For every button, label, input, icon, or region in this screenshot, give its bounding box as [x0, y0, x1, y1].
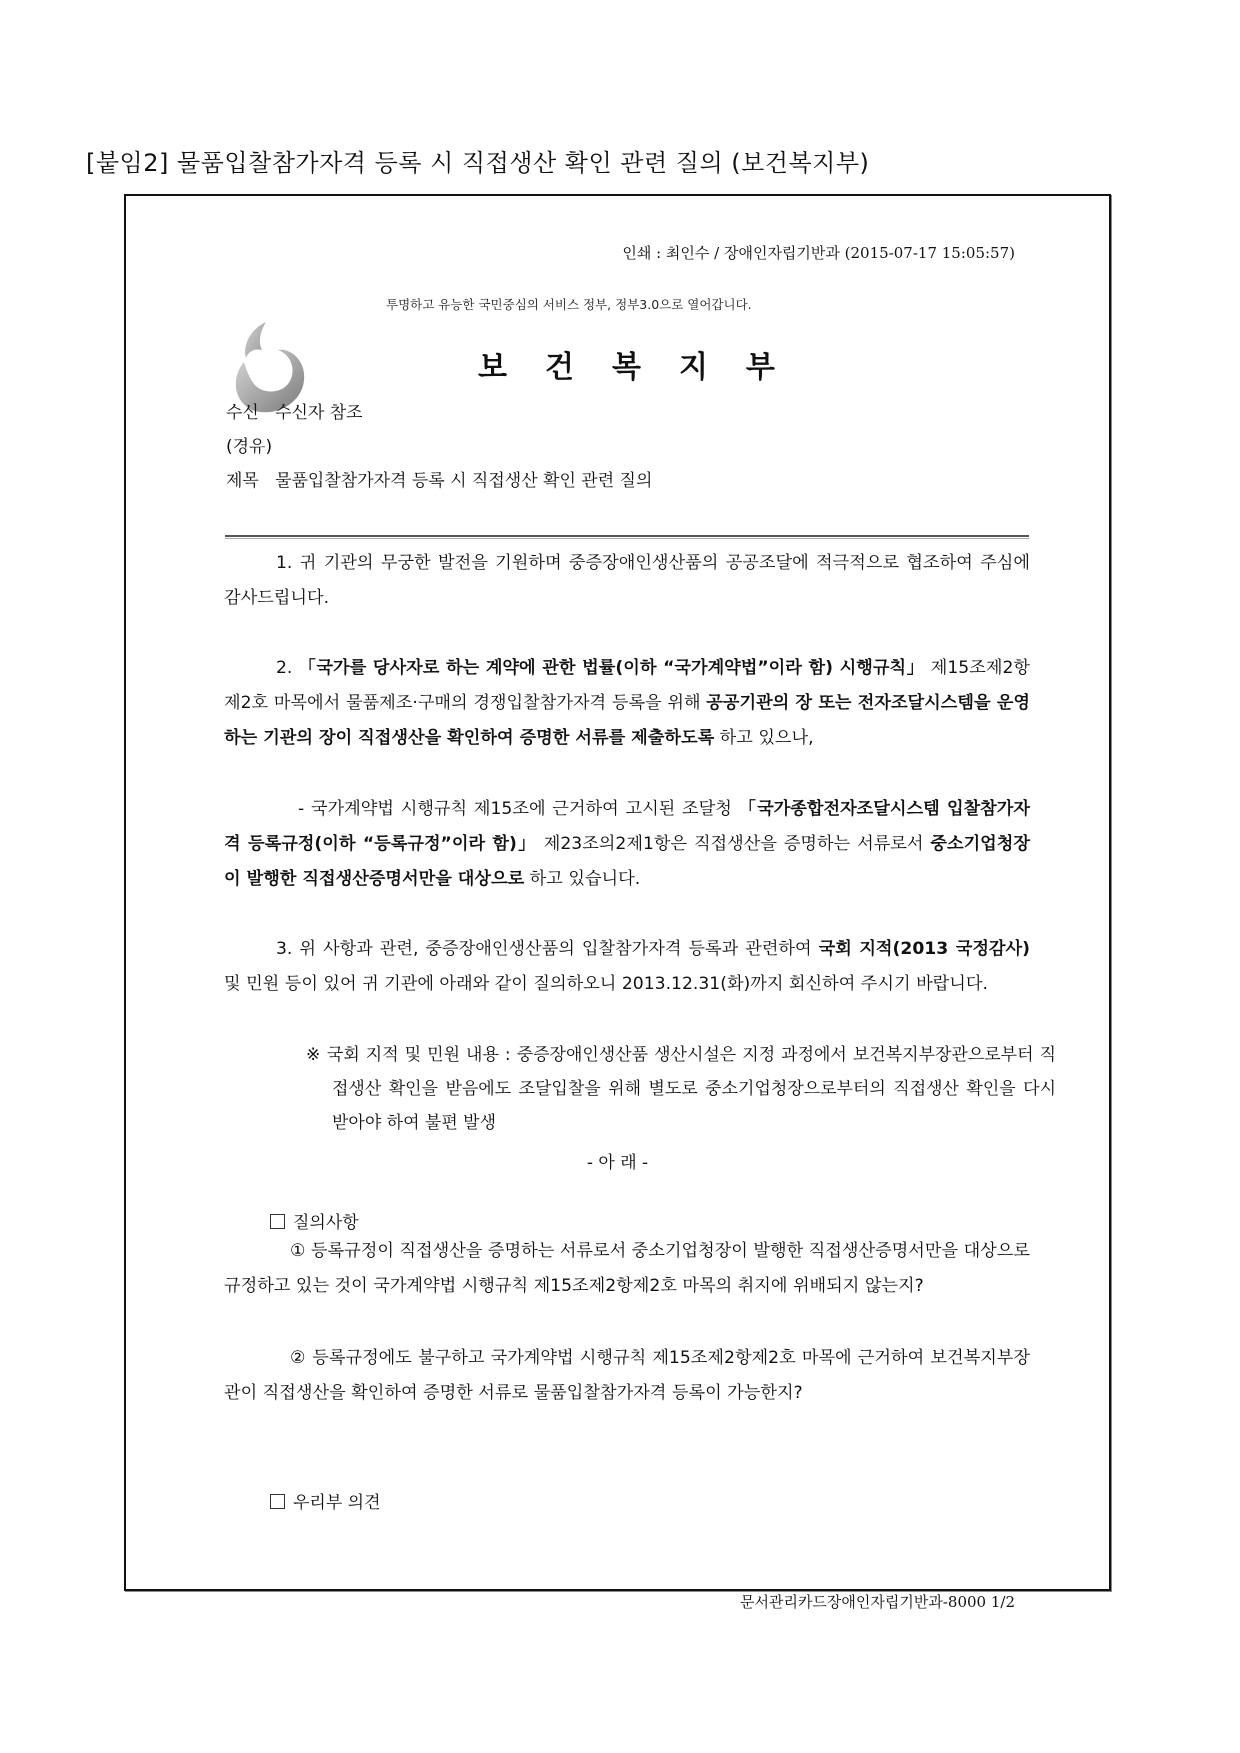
- attachment-title: [붙임2] 물품입찰참가자격 등록 시 직접생산 확인 관련 질의 (보건복지부): [86, 149, 870, 177]
- opinion-heading-text: 우리부 의견: [293, 1493, 381, 1513]
- document-footer: 문서관리카드장애인자립기반과-8000 1/2: [739, 1593, 1015, 1611]
- opinion-heading: [270, 1488, 381, 1513]
- header-divider: [225, 535, 1029, 539]
- organization-name: 보건복지부: [478, 350, 813, 385]
- recipient-value: 수신자 참조: [275, 403, 363, 423]
- inquiry-heading-text: 질의사항: [293, 1213, 359, 1233]
- sub-regulation: 「국가종합전자조달시스템 입찰참가자격 등록규정(이하 “등록규정”이라 함)」: [224, 799, 1030, 854]
- subject-value: 물품입찰참가자격 등록 시 직접생산 확인 관련 질의: [275, 471, 653, 491]
- below-heading: - 아 래 -: [586, 1153, 649, 1173]
- paragraph-3: [224, 932, 1030, 1002]
- sub-text-a: - 국가계약법 시행규칙 제15조에 근거하여 고시된 조달청: [298, 799, 739, 819]
- sub-text-c: 제23조의2제1항은 직접생산을 증명하는 서류로서: [536, 834, 931, 854]
- sub-emphasis: 중소기업청장이 발행한 직접생산증명서만을 대상으로: [224, 834, 1030, 889]
- paragraph-2-emphasis: 공공기관의 장 또는 전자조달시스템을 운영하는 기관의 장이 직접생산을 확인하여 증명한 서류를 제출하도록: [224, 693, 1030, 748]
- paragraph-3-end: 및 민원 등이 있어 귀 기관에 아래와 같이 질의하오니 2013.12.31(화)까지 회신하여 주시기 바랍니다.: [224, 974, 988, 994]
- paragraph-2-number: 2.: [276, 658, 299, 678]
- via-line: (경유): [226, 437, 273, 457]
- paragraph-2-sub: [224, 792, 1030, 897]
- checkbox-square-icon: [270, 1494, 285, 1509]
- subject-label: 제목: [226, 471, 259, 491]
- inquiry-heading: [270, 1208, 359, 1233]
- document-frame: [124, 194, 1111, 1611]
- recipient-line: [226, 398, 363, 423]
- checkbox-square-icon: [270, 1214, 285, 1229]
- note-block: ※ 국회 지적 및 민원 내용 : 중증장애인생산품 생산시설은 지정 과정에서 보건복지부장관으로부터 직접생산 확인을 받음에도 조달입찰을 위해 별도로 중소기업청장으로부터의 직접생산 확인을 다시 받아야 하여 불편 발생: [306, 1045, 1056, 1133]
- paragraph-3-emphasis: 국회 지적(2013 국정감사): [818, 939, 1030, 959]
- subject-line: [226, 466, 652, 491]
- recipient-label: 수신: [226, 403, 259, 423]
- inquiry-question-1: ① 등록규정이 직접생산을 증명하는 서류로서 중소기업청장이 발행한 직접생산증명서만을 대상으로 규정하고 있는 것이 국가계약법 시행규칙 제15조제2항제2호 마목의 취지에 위배되지 않는지?: [224, 1241, 1030, 1296]
- paragraph-3-text: 3. 위 사항과 관련, 중증장애인생산품의 입찰참가자격 등록과 관련하여: [276, 939, 819, 959]
- inquiry-question-2: ② 등록규정에도 불구하고 국가계약법 시행규칙 제15조제2항제2호 마목에 근거하여 보건복지부장관이 직접생산을 확인하여 증명한 서류로 물품입찰참가자격 등록이 가능한지?: [224, 1348, 1030, 1403]
- paragraph-2-end: 하고 있으나,: [714, 728, 814, 748]
- print-info: 인쇄 : 최인수 / 장애인자립기반과 (2015-07-17 15:05:57): [622, 244, 1015, 262]
- slogan: 투명하고 유능한 국민중심의 서비스 정부, 정부3.0으로 열어갑니다.: [386, 297, 752, 312]
- paragraph-2-text: 제15조제2항제2호 마목에서 물품제조·구매의 경쟁입찰참가자격 등록을 위해: [224, 658, 1030, 713]
- paragraph-2: [224, 651, 1030, 756]
- paragraph-1: 1. 귀 기관의 무궁한 발전을 기원하며 중증장애인생산품의 공공조달에 적극적으로 협조하여 주심에 감사드립니다.: [224, 553, 1030, 608]
- sub-text-e: 하고 있습니다.: [524, 869, 641, 889]
- paragraph-2-law: 「국가를 당사자로 하는 계약에 관한 법률(이하 “국가계약법”이라 함) 시행규칙」: [298, 658, 925, 678]
